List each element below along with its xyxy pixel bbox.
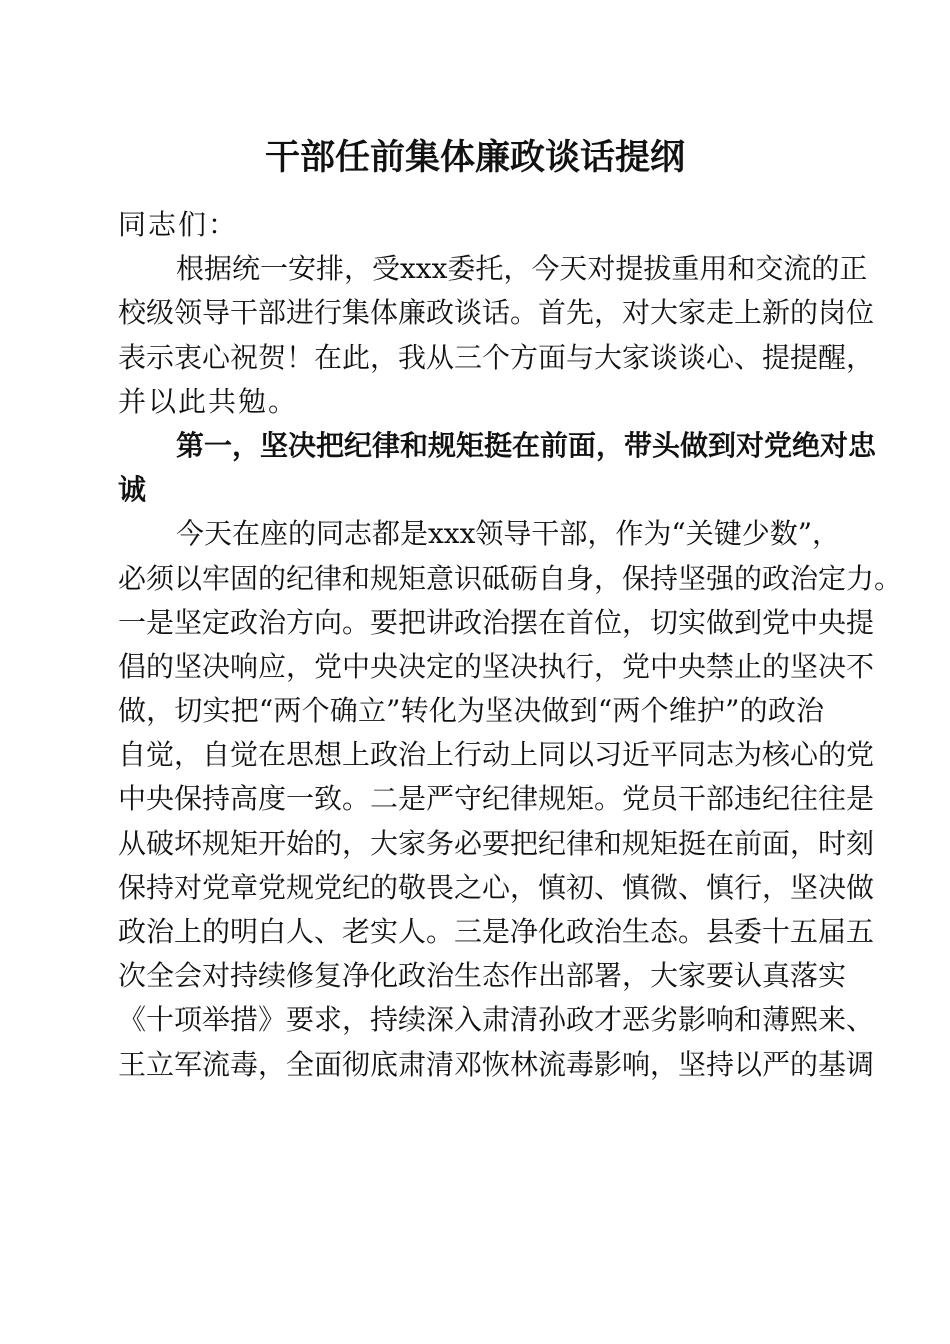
text-line: 第一，坚决把纪律和规矩挺在前面，带头做到对党绝对忠 [176,428,877,462]
text-line: 保持对党章党规党纪的敬畏之心，慎初、慎微、慎行，坚决做 [118,870,875,904]
text-line: 并以此共勉。 [118,384,299,418]
document-title: 干部任前集体廉政谈话提纲 [264,137,685,178]
salutation: 同志们： [118,208,239,241]
text-line: 《十项举措》要求，持续深入肃清孙政才恶劣影响和薄熙来、 [118,1003,875,1037]
text-line: 做，切实把“两个确立”转化为坚决做到“两个维护”的政治 [118,694,824,728]
text-line: 根据统一安排，受xxx委托，今天对提拔重用和交流的正 [176,252,868,286]
text-line: 自觉，自觉在思想上政治上行动上同以习近平同志为核心的党 [118,738,875,772]
text-line: 表示衷心祝贺！在此，我从三个方面与大家谈谈心、提提醒， [118,340,875,374]
paragraphs [118,247,903,1087]
text-line: 诚 [118,473,149,507]
text-line: 一是坚定政治方向。要把讲政治摆在首位，切实做到党中央提 [118,605,875,639]
text-line: 必须以牢固的纪律和规矩意识砥砺自身，保持坚强的政治定力。 [118,561,903,595]
text-line: 次全会对持续修复净化政治生态作出部署，大家要认真落实 [118,959,847,993]
section-heading [118,424,877,512]
paragraph [118,247,875,424]
text-line: 政治上的明白人、老实人。三是净化政治生态。县委十五届五 [118,915,875,948]
document-body [118,203,903,1087]
text-line: 王立军流毒，全面彻底肃清邓恢林流毒影响，坚持以严的基调 [118,1047,875,1081]
text-line: 校级领导干部进行集体廉政谈话。首先，对大家走上新的岗位 [118,296,875,330]
text-line: 倡的坚决响应，党中央决定的坚决执行，党中央禁止的坚决不 [118,649,875,683]
text-line: 中央保持高度一致。二是严守纪律规矩。党员干部违纪往往是 [118,782,875,816]
text-line: 今天在座的同志都是xxx领导干部，作为“关键少数”， [176,517,841,551]
paragraph [118,512,903,1086]
text-line: 从破坏规矩开始的，大家务必要把纪律和规矩挺在前面，时刻 [118,826,875,860]
